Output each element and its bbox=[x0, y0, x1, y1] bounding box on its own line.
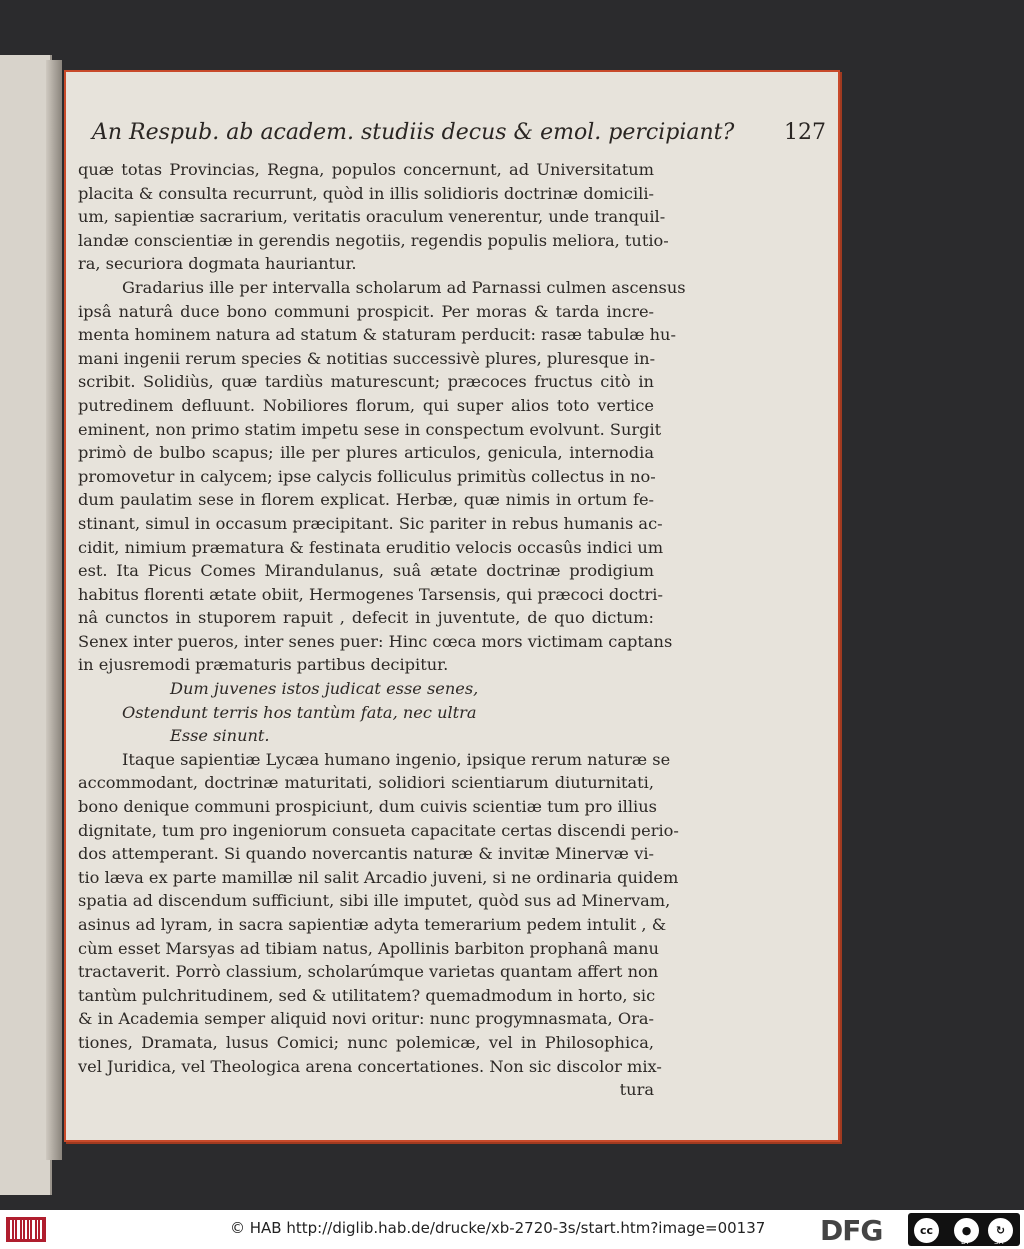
creative-commons-badge[interactable] bbox=[908, 1213, 1020, 1246]
text-line: mani ingenii rerum species & notitias successivè plures, pluresque in- bbox=[78, 348, 656, 368]
text-line: tantùm pulchritudinem, sed & utilitatem? quemadmodum in horto, sic bbox=[78, 985, 656, 1005]
text-line: Itaque sapientiæ Lycæa humano ingenio, ipsique rerum naturæ se bbox=[122, 749, 671, 769]
text-line: nâ cunctos in stuporem rapuit , defecit in juventute, de quo dictum: bbox=[78, 608, 654, 628]
verse-line: Ostendunt terris hos tantùm fata, nec ultra bbox=[122, 702, 477, 722]
dfg-logo: DFG bbox=[820, 1214, 883, 1247]
text-line: dum paulatim sese in florem explicat. Herbæ, quæ nimis in ortum fe- bbox=[78, 490, 654, 510]
by-attribution-icon: ● bbox=[952, 1216, 981, 1245]
text-line: primò de bulbo scapus; ille per plures articulos, genicula, internodia bbox=[78, 443, 654, 463]
text-line: cidit, nimium præmatura & festinata eruditio velocis occasûs indici um bbox=[78, 537, 664, 557]
facing-page-edge bbox=[0, 55, 52, 1195]
text-line: Gradarius ille per intervalla scholarum ad Parnassi culmen ascensus bbox=[122, 277, 686, 297]
text-line: Senex inter pueros, inter senes puer: Hinc cœca mors victimam captans bbox=[78, 631, 673, 651]
text-line: stinant, simul in occasum præcipitant. Sic pariter in rebus humanis ac- bbox=[78, 513, 663, 533]
text-line: asinus ad lyram, in sacra sapientiæ adyta temerarium pedem intulit , & bbox=[78, 915, 667, 934]
text-line: tractaverit. Porrò classium, scholarúmque varietas quantam affert non bbox=[78, 962, 659, 982]
verse-line: Dum juvenes istos judicat esse senes, bbox=[170, 679, 479, 699]
catchword: tura bbox=[619, 1080, 654, 1100]
text-line: est. Ita Picus Comes Mirandulanus, suâ ætate doctrinæ prodigium bbox=[78, 561, 654, 581]
footer-bar bbox=[0, 1210, 1024, 1249]
text-line: landæ conscientiæ in gerendis negotiis, regendis populis meliora, tutio- bbox=[78, 230, 669, 250]
text-line: cùm esset Marsyas ad tibiam natus, Apollinis barbiton prophanâ manu bbox=[78, 938, 659, 958]
page-body-text bbox=[78, 158, 686, 1102]
text-line: tio læva ex parte mamillæ nil salit Arcadio juveni, si ne ordinaria quidem bbox=[78, 867, 679, 887]
text-line: ra, securiora dogmata hauriantur. bbox=[78, 254, 357, 274]
barcode-icon bbox=[6, 1215, 46, 1244]
text-line: promovetur in calycem; ipse calycis folliculus primitùs collectus in no- bbox=[78, 466, 656, 486]
text-line: habitus florenti ætate obiit, Hermogenes Tarsensis, qui præcoci doctri- bbox=[78, 584, 663, 604]
text-line: um, sapientiæ sacrarium, veritatis oraculum venerentur, unde tranquil- bbox=[78, 207, 666, 227]
copyright-link[interactable]: © HAB http://diglib.hab.de/drucke/xb-2720-3s/start.htm?image=00137 bbox=[230, 1219, 766, 1237]
text-line: ipsâ naturâ duce bono communi prospicit. Per moras & tarda incre- bbox=[78, 301, 654, 321]
text-line: vel Juridica, vel Theologica arena concertationes. Non sic discolor mix- bbox=[78, 1056, 662, 1076]
cc-sa-label: SA bbox=[994, 1238, 1004, 1246]
text-line: eminent, non primo statim impetu sese in conspectum evolvunt. Surgit bbox=[78, 419, 662, 439]
text-line: dignitate, tum pro ingeniorum consueta capacitate certas discendi perio- bbox=[78, 820, 679, 840]
text-line: menta hominem natura ad statum & staturam perducit: rasæ tabulæ hu- bbox=[78, 325, 676, 345]
text-line: spatia ad discendum sufficiunt, sibi ille imputet, quòd sus ad Minervam, bbox=[78, 891, 671, 911]
text-line: tiones, Dramata, lusus Comici; nunc polemicæ, vel in Philosophica, bbox=[78, 1032, 654, 1052]
cc-icon: cc bbox=[912, 1216, 941, 1245]
text-line: putredinem defluunt. Nobiliores florum, qui super alios toto vertice bbox=[78, 395, 654, 415]
text-line: quæ totas Provincias, Regna, populos concernunt, ad Universitatum bbox=[78, 160, 654, 179]
text-line: scribit. Solidiùs, quæ tardiùs maturescunt; præcoces fructus citò in bbox=[78, 372, 654, 392]
text-line: dos attemperant. Si quando novercantis naturæ & invitæ Minervæ vi- bbox=[78, 844, 654, 864]
running-head-title: An Respub. ab academ. studiis decus & emol. percipiant? bbox=[92, 120, 735, 145]
share-alike-icon: ↻ bbox=[986, 1216, 1015, 1245]
page-number: 127 bbox=[784, 120, 826, 145]
text-line: & in Academia semper aliquid novi oritur: nunc progymnasmata, Ora- bbox=[78, 1009, 654, 1029]
cc-by-label: BY bbox=[961, 1238, 970, 1246]
verse-line: Esse sinunt. bbox=[170, 726, 270, 746]
text-line: accommodant, doctrinæ maturitati, solidiori scientiarum diuturnitati, bbox=[78, 773, 654, 793]
running-head bbox=[92, 120, 832, 156]
text-line: placita & consulta recurrunt, quòd in illis solidioris doctrinæ domicili- bbox=[78, 183, 654, 203]
text-line: in ejusremodi præmaturis partibus decipitur. bbox=[78, 655, 449, 675]
book-spine-shadow bbox=[46, 60, 62, 1160]
text-line: bono denique communi prospiciunt, dum cuivis scientiæ tum pro illius bbox=[78, 797, 657, 817]
